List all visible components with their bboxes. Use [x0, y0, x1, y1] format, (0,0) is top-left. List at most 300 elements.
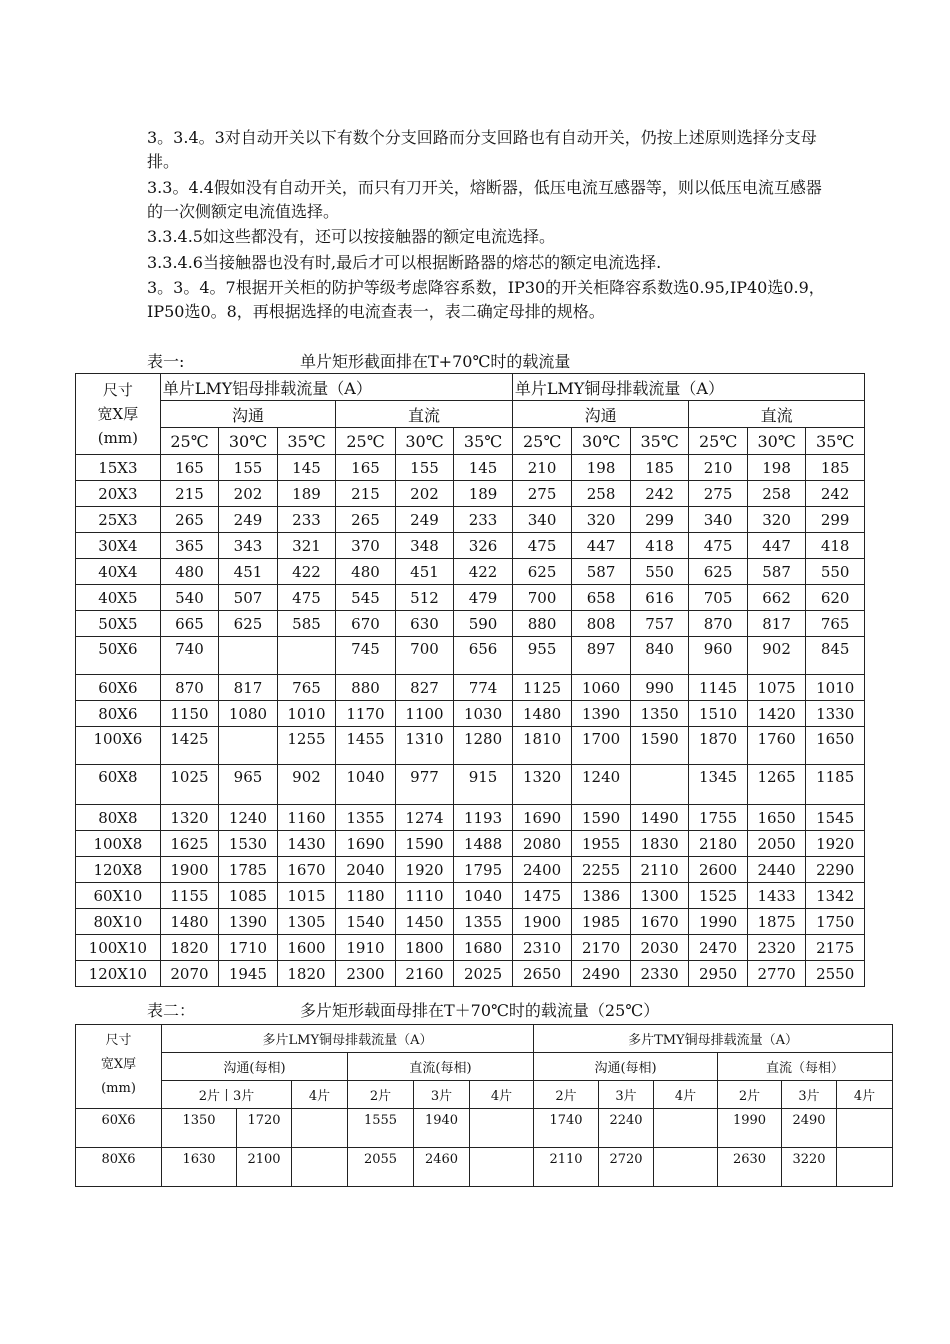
table-cell: 165	[336, 455, 396, 481]
corner-unit-label: (mm)	[97, 429, 138, 447]
table-cell: 587	[747, 559, 806, 585]
table-cell: 365	[160, 533, 219, 559]
table-row	[76, 765, 865, 805]
table-cell: 1060	[572, 675, 631, 701]
table2-pieces-header: 3片	[782, 1081, 837, 1109]
table1-group-copper: 单片LMY铜母排载流量（A）	[512, 374, 864, 401]
table-cell: 1990	[718, 1109, 782, 1148]
table-cell: 965	[219, 765, 278, 805]
row-size-label: 60X10	[76, 883, 161, 909]
table-cell: 1010	[806, 675, 865, 701]
table-cell: 817	[747, 611, 806, 637]
row-size-label: 60X6	[76, 675, 161, 701]
table-cell: 1680	[454, 935, 513, 961]
table-cell: 299	[806, 507, 865, 533]
table-cell: 1720	[237, 1109, 292, 1148]
table-cell: 275	[689, 481, 748, 507]
table-cell: 1015	[277, 883, 336, 909]
table-cell: 1274	[395, 805, 454, 831]
table-cell: 145	[454, 455, 513, 481]
table-cell: 2070	[160, 961, 219, 987]
table-cell: 2770	[747, 961, 806, 987]
row-size-label: 60X6	[76, 1109, 162, 1148]
table-cell: 1355	[454, 909, 513, 935]
table-cell: 155	[395, 455, 454, 481]
table-cell: 1830	[630, 831, 689, 857]
table2-tmy-ac-header: 沟通(每相)	[534, 1053, 718, 1081]
table-cell: 1320	[512, 765, 572, 805]
table-cell: 1650	[806, 727, 865, 765]
table-cell: 340	[512, 507, 572, 533]
table-cell: 1390	[572, 701, 631, 727]
table-cell: 321	[277, 533, 336, 559]
table-cell: 512	[395, 585, 454, 611]
table-cell: 700	[512, 585, 572, 611]
table-cell: 1030	[454, 701, 513, 727]
table-cell: 550	[806, 559, 865, 585]
table-cell: 479	[454, 585, 513, 611]
table-cell: 1540	[336, 909, 396, 935]
table-cell: 1630	[162, 1148, 237, 1187]
table-cell: 1670	[630, 909, 689, 935]
table-cell: 249	[395, 507, 454, 533]
table2-multi-busbar	[75, 1024, 893, 1187]
paragraph-3-3-4-7: 3。3。4。7根据开关柜的防护等级考虑降容系数，IP30的开关柜降容系数选0.95,IP40选0.9，IP50选0。8，再根据选择的电流查表一，表二确定母排的规格。	[147, 278, 825, 321]
table-cell: 2180	[689, 831, 748, 857]
table-cell: 2460	[414, 1148, 470, 1187]
table-cell: 155	[219, 455, 278, 481]
table-cell: 1185	[806, 765, 865, 805]
row-size-label: 80X6	[76, 701, 161, 727]
table-cell: 422	[454, 559, 513, 585]
table-cell: 1920	[806, 831, 865, 857]
table-cell: 1525	[689, 883, 748, 909]
table-cell: 242	[806, 481, 865, 507]
table-cell: 1488	[454, 831, 513, 857]
table-cell: 189	[454, 481, 513, 507]
table-cell: 1386	[572, 883, 631, 909]
table-cell: 451	[219, 559, 278, 585]
table-cell: 658	[572, 585, 631, 611]
table-cell: 880	[512, 611, 572, 637]
table-cell: 1820	[277, 961, 336, 987]
table-cell: 1590	[572, 805, 631, 831]
table-cell: 1025	[160, 765, 219, 805]
table-cell: 1350	[162, 1109, 237, 1148]
table-cell: 275	[512, 481, 572, 507]
table-cell	[630, 765, 689, 805]
table-cell: 1193	[454, 805, 513, 831]
table2-caption-title: 多片矩形载面母排在T＋70℃时的载流量（25℃）	[300, 1001, 660, 1020]
table-cell: 665	[160, 611, 219, 637]
table2-group-lmy: 多片LMY铜母排载流量（A）	[162, 1025, 534, 1053]
table-cell: 616	[630, 585, 689, 611]
table-cell: 587	[572, 559, 631, 585]
table-cell: 902	[747, 637, 806, 675]
table-cell: 165	[160, 455, 219, 481]
table-cell: 774	[454, 675, 513, 701]
paragraph-3-3-4-6: 3.3.4.6当接触器也没有时,最后才可以根据断路器的熔芯的额定电流选择.	[147, 253, 662, 272]
table-cell	[654, 1109, 718, 1148]
table-cell: 2950	[689, 961, 748, 987]
row-size-label: 40X4	[76, 559, 161, 585]
table1-temp-header: 30℃	[219, 428, 278, 455]
table-row	[76, 727, 865, 765]
table-cell: 2320	[747, 935, 806, 961]
table-cell: 550	[630, 559, 689, 585]
table-cell: 2720	[599, 1148, 654, 1187]
row-size-label: 100X6	[76, 727, 161, 765]
table1-temp-header: 30℃	[747, 428, 806, 455]
table2-lmy-ac-header: 沟通(每相)	[162, 1053, 348, 1081]
table-cell: 242	[630, 481, 689, 507]
table-cell: 1820	[160, 935, 219, 961]
table-row	[76, 481, 865, 507]
row-size-label: 80X6	[76, 1148, 162, 1187]
table-cell: 1240	[572, 765, 631, 805]
table-cell: 656	[454, 637, 513, 675]
table-cell: 1530	[219, 831, 278, 857]
table-cell: 1920	[395, 857, 454, 883]
table-row	[76, 559, 865, 585]
table-cell: 845	[806, 637, 865, 675]
table-cell: 1450	[395, 909, 454, 935]
table-cell: 265	[336, 507, 396, 533]
table-cell: 1785	[219, 857, 278, 883]
table-row	[76, 1148, 893, 1187]
table-cell: 745	[336, 637, 396, 675]
table-cell: 1110	[395, 883, 454, 909]
table-row	[76, 455, 865, 481]
table1-temp-header: 25℃	[689, 428, 748, 455]
table-cell: 1160	[277, 805, 336, 831]
table-row	[76, 1109, 893, 1148]
paragraph-3-3-4-3: 3。3.4。3对自动开关以下有数个分支回路而分支回路也有自动开关，仍按上述原则选择分支母排。	[147, 128, 817, 171]
paragraph-3-3-4-5: 3.3.4.5如这些都没有，还可以按接触器的额定电流选择。	[147, 227, 555, 246]
table1-al-dc-header: 直流	[336, 401, 513, 428]
table-cell: 2255	[572, 857, 631, 883]
table-cell: 2080	[512, 831, 572, 857]
table-cell: 215	[160, 481, 219, 507]
table-row	[76, 805, 865, 831]
table-cell: 1040	[336, 765, 396, 805]
table-row	[76, 883, 865, 909]
table2-lmy-dc-header: 直流(每相)	[348, 1053, 534, 1081]
row-size-label: 50X6	[76, 637, 161, 675]
table-cell	[219, 637, 278, 675]
table-cell: 1600	[277, 935, 336, 961]
table-row	[76, 961, 865, 987]
table-row	[76, 909, 865, 935]
table-cell: 2030	[630, 935, 689, 961]
row-size-label: 80X8	[76, 805, 161, 831]
table-cell: 1310	[395, 727, 454, 765]
table-row	[76, 533, 865, 559]
table-cell: 210	[689, 455, 748, 481]
table1-cu-dc-header: 直流	[689, 401, 865, 428]
table2-group-tmy: 多片TMY铜母排载流量（A）	[534, 1025, 893, 1053]
table-cell: 1755	[689, 805, 748, 831]
table2-pieces-header: 4片	[292, 1081, 348, 1109]
table-cell: 2040	[336, 857, 396, 883]
table-row	[76, 507, 865, 533]
table-cell: 210	[512, 455, 572, 481]
table-cell: 340	[689, 507, 748, 533]
table1-cu-ac-header: 沟通	[512, 401, 689, 428]
table-cell: 215	[336, 481, 396, 507]
table2-corner-header	[76, 1025, 162, 1109]
table-cell: 3220	[782, 1148, 837, 1187]
table-cell: 1875	[747, 909, 806, 935]
table-cell: 1075	[747, 675, 806, 701]
table-cell: 447	[572, 533, 631, 559]
table-cell: 1150	[160, 701, 219, 727]
table-cell: 902	[277, 765, 336, 805]
table-cell: 1425	[160, 727, 219, 765]
paragraph-3-3-4-4: 3.3。4.4假如没有自动开关，而只有刀开关，熔断器，低压电流互感器等，则以低压电流互感器的一次侧额定电流值选择。	[147, 178, 822, 221]
table-cell: 475	[689, 533, 748, 559]
table1-temp-header: 35℃	[630, 428, 689, 455]
table-cell: 1342	[806, 883, 865, 909]
table-cell: 2170	[572, 935, 631, 961]
table-cell: 258	[747, 481, 806, 507]
table-cell: 545	[336, 585, 396, 611]
row-size-label: 80X10	[76, 909, 161, 935]
table-cell: 2490	[782, 1109, 837, 1148]
table-cell: 1300	[630, 883, 689, 909]
table-cell: 1350	[630, 701, 689, 727]
table-row	[76, 675, 865, 701]
table-cell: 2330	[630, 961, 689, 987]
table-cell: 1545	[806, 805, 865, 831]
table1-caption-label: 表一:	[147, 352, 185, 371]
table-cell: 1990	[689, 909, 748, 935]
table-cell: 2650	[512, 961, 572, 987]
table-cell: 1010	[277, 701, 336, 727]
table-cell: 1985	[572, 909, 631, 935]
table-cell: 765	[806, 611, 865, 637]
table-cell: 705	[689, 585, 748, 611]
table-cell: 480	[160, 559, 219, 585]
table-cell	[219, 727, 278, 765]
table1-temp-header: 25℃	[512, 428, 572, 455]
table-row	[76, 935, 865, 961]
table-row	[76, 701, 865, 727]
table2-pieces-header: 2片	[534, 1081, 599, 1109]
table1-al-ac-header: 沟通	[160, 401, 336, 428]
table-cell: 1900	[512, 909, 572, 935]
table-cell: 348	[395, 533, 454, 559]
table-cell: 1710	[219, 935, 278, 961]
table-cell: 1430	[277, 831, 336, 857]
corner-dim-label: 宽X厚	[97, 405, 139, 423]
table1-temp-header: 25℃	[160, 428, 219, 455]
row-size-label: 100X8	[76, 831, 161, 857]
table-cell: 1100	[395, 701, 454, 727]
table-cell: 1955	[572, 831, 631, 857]
table-cell: 2160	[395, 961, 454, 987]
table-cell: 1625	[160, 831, 219, 857]
table-cell: 1870	[689, 727, 748, 765]
table-cell: 418	[806, 533, 865, 559]
table-cell: 2440	[747, 857, 806, 883]
table-cell: 202	[219, 481, 278, 507]
table-cell: 320	[747, 507, 806, 533]
corner-unit-label: (mm)	[101, 1081, 136, 1096]
table-cell: 233	[454, 507, 513, 533]
table-cell: 1590	[395, 831, 454, 857]
table1-caption-title: 单片矩形截面排在T+70℃时的载流量	[300, 352, 571, 371]
table-cell: 1320	[160, 805, 219, 831]
table1-single-busbar	[75, 373, 865, 987]
table2-pieces-header: 2片	[348, 1081, 414, 1109]
table-cell	[277, 637, 336, 675]
table-cell: 1330	[806, 701, 865, 727]
table-cell: 977	[395, 765, 454, 805]
table-cell: 840	[630, 637, 689, 675]
table-cell: 320	[572, 507, 631, 533]
table-cell: 1265	[747, 765, 806, 805]
table-cell: 1145	[689, 675, 748, 701]
table-cell: 827	[395, 675, 454, 701]
table-cell: 1750	[806, 909, 865, 935]
row-size-label: 100X10	[76, 935, 161, 961]
table-cell: 1475	[512, 883, 572, 909]
table-cell: 418	[630, 533, 689, 559]
table1-temp-header: 25℃	[336, 428, 396, 455]
table-cell: 145	[277, 455, 336, 481]
table-cell: 700	[395, 637, 454, 675]
table-cell: 1345	[689, 765, 748, 805]
table-cell: 1420	[747, 701, 806, 727]
table-cell: 625	[689, 559, 748, 585]
table1-temp-header: 30℃	[572, 428, 631, 455]
table2-pieces-header: 4片	[470, 1081, 534, 1109]
table-cell: 990	[630, 675, 689, 701]
table-cell: 1085	[219, 883, 278, 909]
table-cell	[654, 1148, 718, 1187]
table-cell: 2050	[747, 831, 806, 857]
table-cell: 1455	[336, 727, 396, 765]
table-cell: 1700	[572, 727, 631, 765]
table-cell: 198	[747, 455, 806, 481]
table-cell: 2100	[237, 1148, 292, 1187]
table-cell: 2550	[806, 961, 865, 987]
table-cell: 897	[572, 637, 631, 675]
table-cell: 185	[630, 455, 689, 481]
table-cell: 1900	[160, 857, 219, 883]
corner-size-label: 尺寸	[102, 381, 133, 399]
table-cell: 1740	[534, 1109, 599, 1148]
table-cell: 960	[689, 637, 748, 675]
table1-group-aluminum: 单片LMY铝母排载流量（A）	[160, 374, 512, 401]
table-cell: 2300	[336, 961, 396, 987]
row-size-label: 50X5	[76, 611, 161, 637]
table-cell: 198	[572, 455, 631, 481]
table-cell: 249	[219, 507, 278, 533]
table1-temp-header: 35℃	[277, 428, 336, 455]
table-cell: 1795	[454, 857, 513, 883]
row-size-label: 120X10	[76, 961, 161, 987]
corner-size-label: 尺寸	[105, 1033, 132, 1048]
table2-pieces-header: 2片丨3片	[162, 1081, 292, 1109]
table-cell: 2025	[454, 961, 513, 987]
table-cell: 1040	[454, 883, 513, 909]
table-cell: 265	[160, 507, 219, 533]
row-size-label: 60X8	[76, 765, 161, 805]
table1-temp-header: 35℃	[454, 428, 513, 455]
table2-pieces-header: 3片	[414, 1081, 470, 1109]
table-cell: 1240	[219, 805, 278, 831]
table-cell: 880	[336, 675, 396, 701]
row-size-label: 40X5	[76, 585, 161, 611]
table-cell: 2630	[718, 1148, 782, 1187]
table-cell: 2055	[348, 1148, 414, 1187]
table-cell: 540	[160, 585, 219, 611]
table-cell: 2400	[512, 857, 572, 883]
table-row	[76, 857, 865, 883]
table-cell: 326	[454, 533, 513, 559]
table-cell	[837, 1109, 893, 1148]
table-cell: 2600	[689, 857, 748, 883]
table-cell: 202	[395, 481, 454, 507]
row-size-label: 20X3	[76, 481, 161, 507]
table2-pieces-header: 4片	[837, 1081, 893, 1109]
table-row	[76, 611, 865, 637]
table-cell: 2290	[806, 857, 865, 883]
table-cell: 1690	[512, 805, 572, 831]
table-cell: 475	[512, 533, 572, 559]
table-cell: 1940	[414, 1109, 470, 1148]
table-cell: 955	[512, 637, 572, 675]
table-cell	[470, 1109, 534, 1148]
table-cell: 1390	[219, 909, 278, 935]
table-cell: 233	[277, 507, 336, 533]
table-cell: 1480	[512, 701, 572, 727]
table-cell: 2490	[572, 961, 631, 987]
table-cell: 1670	[277, 857, 336, 883]
table2-pieces-header: 3片	[599, 1081, 654, 1109]
table-cell: 475	[277, 585, 336, 611]
table-cell: 1800	[395, 935, 454, 961]
table-cell: 343	[219, 533, 278, 559]
row-size-label: 25X3	[76, 507, 161, 533]
table-cell: 447	[747, 533, 806, 559]
table-row	[76, 585, 865, 611]
table-cell: 1180	[336, 883, 396, 909]
table-cell: 630	[395, 611, 454, 637]
table-cell: 662	[747, 585, 806, 611]
table-cell: 757	[630, 611, 689, 637]
table-cell: 1650	[747, 805, 806, 831]
table-cell: 585	[277, 611, 336, 637]
table1-corner-header	[76, 374, 161, 455]
table-cell: 625	[512, 559, 572, 585]
table-cell: 1280	[454, 727, 513, 765]
table-cell: 1490	[630, 805, 689, 831]
table-cell: 1080	[219, 701, 278, 727]
table-cell: 915	[454, 765, 513, 805]
table-cell: 1170	[336, 701, 396, 727]
table-cell: 1590	[630, 727, 689, 765]
table-cell: 590	[454, 611, 513, 637]
table-cell: 422	[277, 559, 336, 585]
table-cell: 507	[219, 585, 278, 611]
table-cell: 870	[160, 675, 219, 701]
table-cell: 258	[572, 481, 631, 507]
table-cell: 451	[395, 559, 454, 585]
table-cell: 1910	[336, 935, 396, 961]
